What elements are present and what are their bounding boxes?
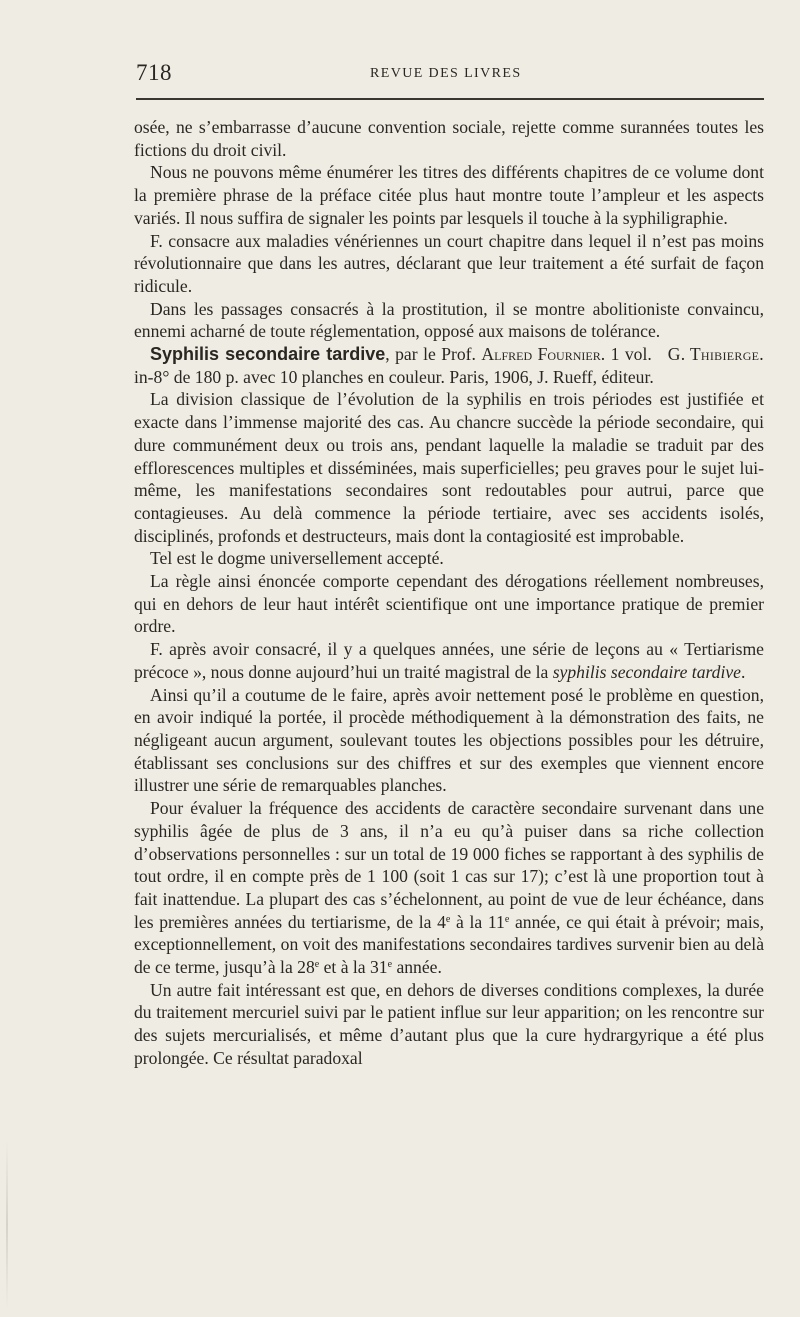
book-title: Syphilis secondaire tardive <box>150 344 386 365</box>
superscript-e: e <box>387 959 393 971</box>
review1-paragraph-4-text: Dans les passages consacrés à la prostitution, il se montre abolitioniste convaincu, ennemi acharné de toute réglementation, opposé aux maisons de tolérance. <box>134 298 764 342</box>
book-title-after: , par le Prof. <box>385 344 482 365</box>
review2-paragraph-6-b: à la 11 <box>450 911 505 932</box>
paper-edge-shadow <box>6 1140 8 1310</box>
page-number: 718 <box>136 60 172 85</box>
review2-paragraph-4-italic: syphilis secondaire tardive <box>552 661 741 682</box>
book-author: Alfred Fournier <box>481 344 601 365</box>
body-text <box>134 116 764 1070</box>
review2-paragraph-6 <box>134 797 764 979</box>
review2-paragraph-4-a: F. après avoir consacré, il y a quelques années, une série de leçons au « Tertiarisme précoce », nous donne aujourd’hui un traité magistral de la <box>134 639 764 682</box>
header-rule <box>136 98 764 100</box>
review1-paragraph-3: F. consacre aux maladies vénériennes un court chapitre dans lequel il n’est pas moins révolutionnaire que dans les autres, déclarant que leur traitement a été surfait de façon ridicule. <box>134 230 764 296</box>
review2-paragraph-2: Tel est le dogme universellement accepté. <box>150 548 444 569</box>
review1-paragraph-2: Nous ne pouvons même énumérer les titres des différents chapitres de ce volume dont la première phrase de la préface citée plus haut montre toute l’ampleur et les aspects variés. Il nous suffira de signaler les points par lesquels il touche à la syphiligraphie. <box>134 162 764 228</box>
running-title: REVUE DES LIVRES <box>370 66 522 81</box>
review2-paragraph-5: Ainsi qu’il a coutume de le faire, après avoir nettement posé le problème en question, en avoir indiqué la portée, il procède méthodiquement à la démonstration des faits, ne négligeant aucun argument, soulevant toutes les objections possibles pour les détruire, établissant ses conclusions sur des chiffres et sur des exemples que viennent encore illustrer une série de remarquables planches. <box>134 684 764 796</box>
superscript-e: e <box>445 913 451 925</box>
superscript-e: e <box>504 913 510 925</box>
review2-paragraph-7: Un autre fait intéressant est que, en dehors de diverses conditions complexes, la durée du traitement mercuriel suivi par le patient influe sur leur apparition; on les rencontre sur des sujets mercurialisés, et même d’autant plus que la cure hydrargyrique a été plus prolongée. Ce résultat paradoxal <box>134 979 764 1068</box>
review2-paragraph-4-b: . <box>741 661 746 682</box>
review2-paragraph-4 <box>134 638 764 683</box>
review2-paragraph-6-a: Pour évaluer la fréquence des accidents de caractère secondaire survenant dans une syphilis âgée de plus de 3 ans, il n’a eu qu’à puiser dans sa riche collection d’observations personnelles : sur un total de 19 000 fiches se rapportant à des syphilis de tout ordre, il en compte près de 1 100 (soit 1 cas sur 17); c’est là une proportion tout à fait inattendue. La plupart des cas s’échelonnent, au point de vue de leur échéance, dans les premières années du tertiarisme, de la 4 <box>134 798 764 932</box>
superscript-e: e <box>314 959 320 971</box>
review2-paragraph-3: La règle ainsi énoncée comporte cependant des dérogations réellement nombreuses, qui en dehors de leur haut intérêt scientifique ont une importance pratique de premier ordre. <box>134 571 764 637</box>
book-citation: . 1 vol. in-8° de 180 p. avec 10 planches en couleur. Paris, 1906, J. Rueff, éditeur. <box>134 344 654 387</box>
review1-paragraph-1: osée, ne s’embarrasse d’aucune convention sociale, rejette comme surannées toutes les fictions du droit civil. <box>134 117 764 160</box>
review2-paragraph-6-c: année, ce qui était à prévoir; mais, exceptionnellement, on voit des manifestations secondaires tardives survenir bien au delà de ce terme, jusqu’à la 28 <box>134 911 764 978</box>
page-header <box>136 58 764 90</box>
review2-paragraph-6-d: et à la 31 <box>319 957 388 978</box>
review2-paragraph-6-e: année. <box>392 957 442 978</box>
review2-paragraph-1: La division classique de l’évolution de la syphilis en trois périodes est justifiée et exacte dans l’immense majorité des cas. Au chancre succède la période secondaire, qui dure communément deux ou trois ans, pendant laquelle la maladie se traduit par des efflorescences multiples et disséminées, mais superficielles; peu graves pour le sujet lui-même, les manifestations secondaires sont redoutables pour autrui, parce que contagieuses. Au delà commence la période tertiaire, avec ses accidents isolés, disciplinés, profonds et destructeurs, mais dont la contagiosité est improbable. <box>134 389 764 546</box>
reviewer-signature: G. Thibierge. <box>667 344 764 365</box>
